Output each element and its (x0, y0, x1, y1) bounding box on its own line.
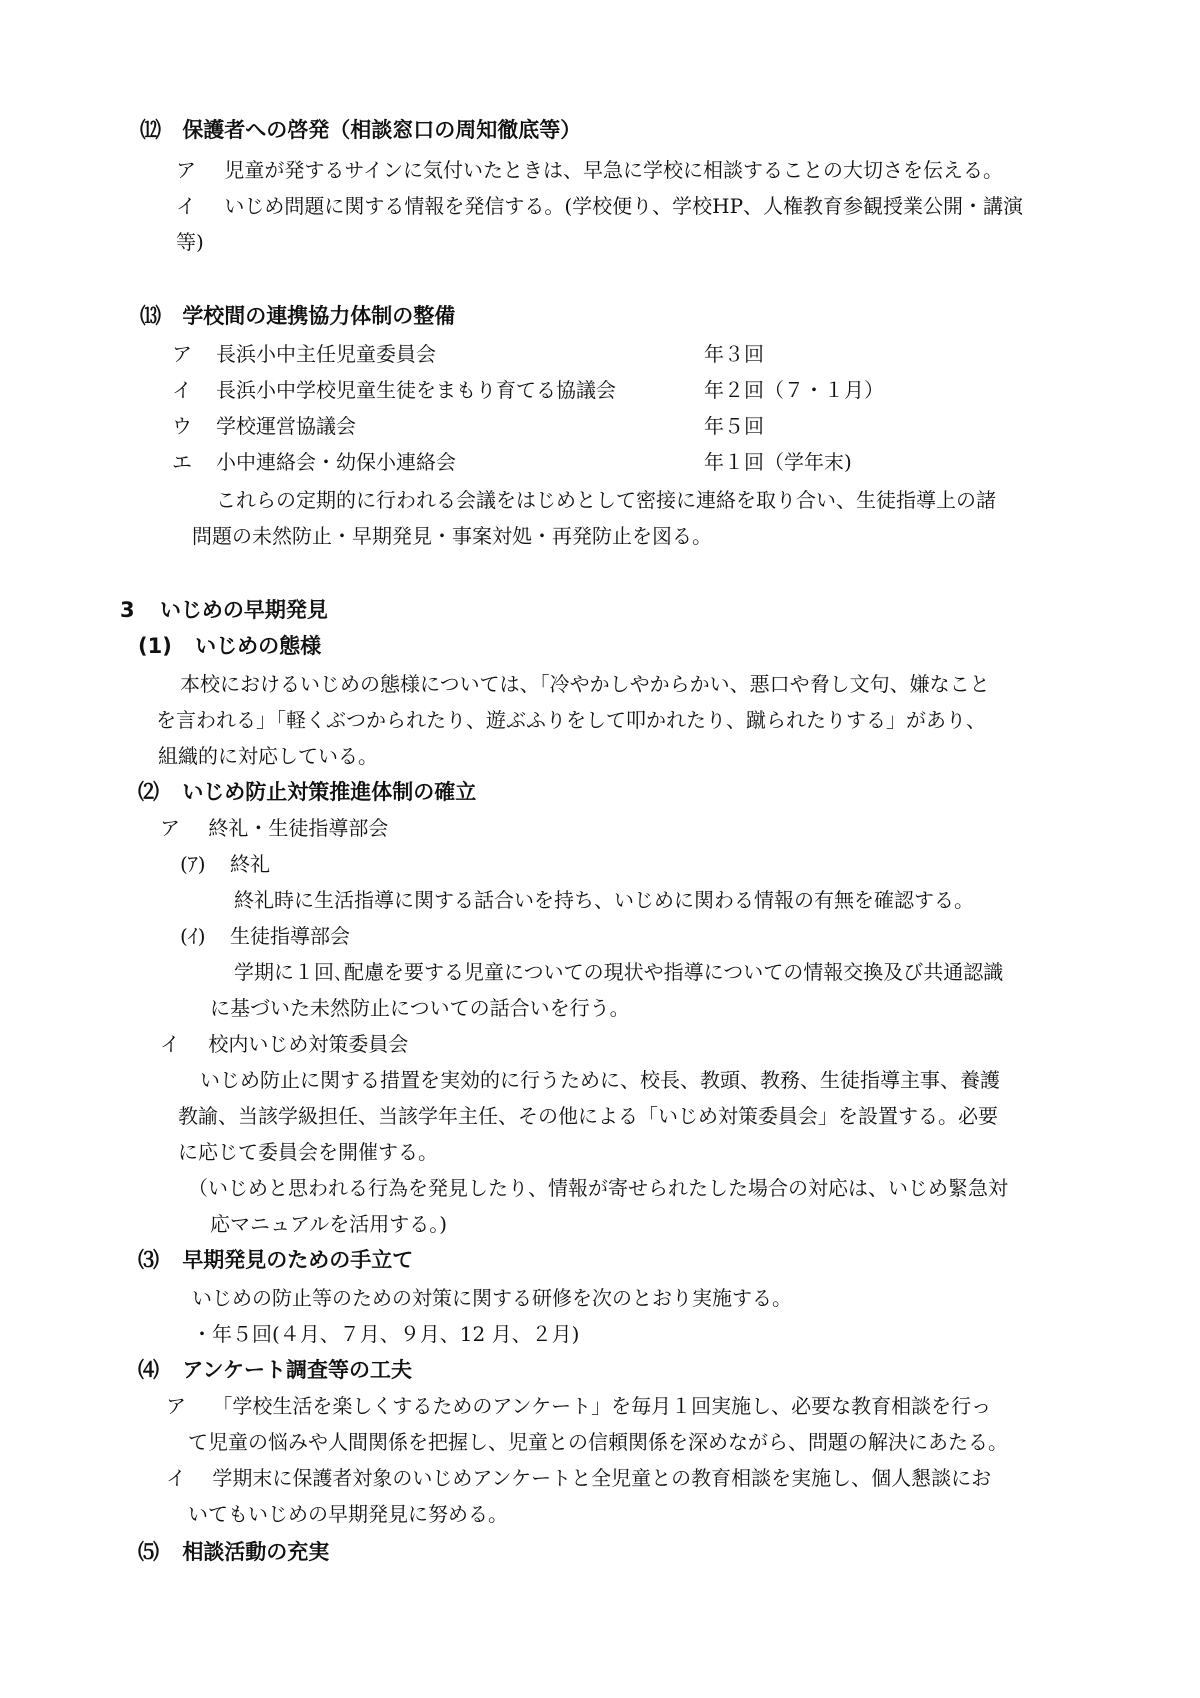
chapter-heading (120, 596, 328, 624)
subsection-title: いじめ防止対策推進体制の確立 (182, 780, 477, 804)
list-item: ア 「学校生活を楽しくするためのアンケート」を毎月１回実施し、必要な教育相談を行っ (166, 1394, 992, 1418)
subsection-number: ⑷ (138, 1358, 159, 1382)
subsection-number: ⑶ (138, 1248, 159, 1272)
document-page: ⑿ 保護者への啓発（相談窓口の周知徹底等） ア 児童が発するサインに気付いたときは、早急に学校に相談することの大切さを伝える。 イ いじめ問題に関する情報を発信する。(学校便り、学校HP、人権教育参観授業公開・講演 等) ⒀ 学校間の連携協力体制の整備 ア 長浜小中主任児童委員会 年３回 イ 長浜小中学校児童生徒をまもり育てる協議会 年２回（７・１月） ウ 学校運営協議会 年５回 エ 小中連絡会・幼保小連絡会 年１回（学年末) これらの定期的に行われる会議をはじめとして密接に連絡を取り合い、生徒指導上の諸 問題の未然防止・早期発見・事案対処・再発防止を図る。 3 いじめの早期発見 (1) いじめの態様 本校におけるいじめの態様については、「冷やかしやからかい、悪口や脅し文句、嫌なこと を言われる」「軽くぶつかられたり、遊ぶふりをして叩かれたり、蹴られたりする」があり、 組織的に対応している。 ⑵ いじめ防止対策推進体制の確立 ア 終礼・生徒指導部会 (ｱ) 終礼 終礼時に生活指導に関する話合いを持ち、いじめに関わる情報の有無を確認する。 (ｲ) 生徒指導部会 学期に１回､配慮を要する児童についての現状や指導についての情報交換及び共通認識 に基づいた未然防止についての話合いを行う。 イ 校内いじめ対策委員会 いじめ防止に関する措置を実効的に行うために、校長、教頭、教務、生徒指導主事、養護 教諭、当該学級担任、当該学年主任、その他による「いじめ対策委員会」を設置する。必要 に応じて委員会を開催する。 （いじめと思われる行為を発見したり、情報が寄せられたした場合の対応は、いじめ緊急対 応マニュアルを活用する。) ⑶ 早期発見のための手立て いじめの防止等のための対策に関する研修を次のとおり実施する。 ・年５回(４月、７月、９月、12 月、２月) ⑷ アンケート調査等の工夫 ア 「学校生活を楽しくするためのアンケート」を毎月１回実施し、必要な教育相談を行っ て児童の悩みや人間関係を把握し、児童との信頼関係を深めながら、問題の解決にあたる。 イ 学期末に保護者対象のいじめアンケートと全児童との教育相談を実施し、個人懇談にお いてもいじめの早期発見に努める。 ⑸ 相談活動の充実 (120, 118, 1024, 1564)
paragraph-line: （いじめと思われる行為を発見したり、情報が寄せられたした場合の対応は、いじめ緊急対 (188, 1176, 1008, 1200)
subsection-number: ⑸ (138, 1540, 159, 1564)
section-12-heading (140, 116, 581, 144)
sub-list-item: (ｱ) 終礼 (180, 852, 270, 876)
paragraph-line: 学期に１回､配慮を要する児童についての現状や指導についての情報交換及び共通認識 (234, 960, 1004, 984)
paragraph-line: ・年５回(４月、７月、９月、12 月、２月) (192, 1322, 580, 1346)
section-number: ⑿ (140, 118, 161, 142)
subsection-heading (138, 778, 476, 806)
paragraph-line: を言われる」「軽くぶつかられたり、遊ぶふりをして叩かれたり、蹴られたりする」があり、 (156, 708, 986, 732)
list-item: ア 児童が発するサインに気付いたときは、早急に学校に相談することの大切さを伝える。 (176, 158, 1003, 182)
subsection-title: 早期発見のための手立て (182, 1248, 414, 1272)
paragraph-line: 教諭、当該学級担任、当該学年主任、その他による「いじめ対策委員会」を設置する。必要 (178, 1104, 998, 1128)
paragraph-line: 問題の未然防止・早期発見・事案対処・再発防止を図る。 (192, 524, 712, 548)
section-13-heading (140, 302, 455, 330)
paragraph-line: 本校におけるいじめの態様については、「冷やかしやからかい、悪口や脅し文句、嫌なこと (180, 672, 990, 696)
paragraph-line: 終礼時に生活指導に関する話合いを持ち、いじめに関わる情報の有無を確認する。 (234, 888, 974, 912)
paragraph-line: これらの定期的に行われる会議をはじめとして密接に連絡を取り合い、生徒指導上の諸 (216, 488, 996, 512)
subsection-heading (138, 1246, 413, 1274)
chapter-title: いじめの早期発見 (159, 598, 328, 622)
subsection-title: アンケート調査等の工夫 (182, 1358, 413, 1382)
subsection-number: (1) (138, 634, 172, 658)
paragraph-line: 応マニュアルを活用する。) (210, 1212, 448, 1236)
chapter-number: 3 (120, 598, 135, 622)
paragraph-line: いじめの防止等のための対策に関する研修を次のとおり実施する。 (192, 1286, 792, 1310)
subsection-title: 相談活動の充実 (182, 1540, 330, 1564)
list-item: イ 校内いじめ対策委員会 (160, 1032, 409, 1056)
subsection-number: ⑵ (138, 780, 159, 804)
paragraph-line: に応じて委員会を開催する。 (178, 1140, 438, 1164)
subsection-title: いじめの態様 (195, 634, 322, 658)
section-title: 学校間の連携協力体制の整備 (182, 304, 456, 328)
section-number: ⒀ (140, 304, 161, 328)
list-item: イ いじめ問題に関する情報を発信する。(学校便り、学校HP、人権教育参観授業公開・講演 (176, 194, 1024, 218)
subsection-heading (138, 1356, 412, 1384)
list-item: イ 学期末に保護者対象のいじめアンケートと全児童との教育相談を実施し、個人懇談にお (166, 1466, 992, 1490)
section-title: 保護者への啓発（相談窓口の周知徹底等） (182, 118, 582, 142)
paragraph-line: に基づいた未然防止についての話合いを行う。 (210, 996, 630, 1020)
subsection-heading (138, 632, 321, 660)
sub-list-item: (ｲ) 生徒指導部会 (180, 924, 350, 948)
list-item-continuation: 等) (176, 230, 204, 254)
paragraph-line: いてもいじめの早期発見に努める。 (188, 1502, 508, 1526)
paragraph-line: いじめ防止に関する措置を実効的に行うために、校長、教頭、教務、生徒指導主事、養護 (200, 1068, 1000, 1092)
subsection-heading (138, 1538, 329, 1566)
paragraph-line: 組織的に対応している。 (158, 744, 378, 768)
paragraph-line: て児童の悩みや人間関係を把握し、児童との信頼関係を深めながら、問題の解決にあたる。 (188, 1430, 1008, 1454)
list-item: ア 終礼・生徒指導部会 (160, 816, 389, 840)
